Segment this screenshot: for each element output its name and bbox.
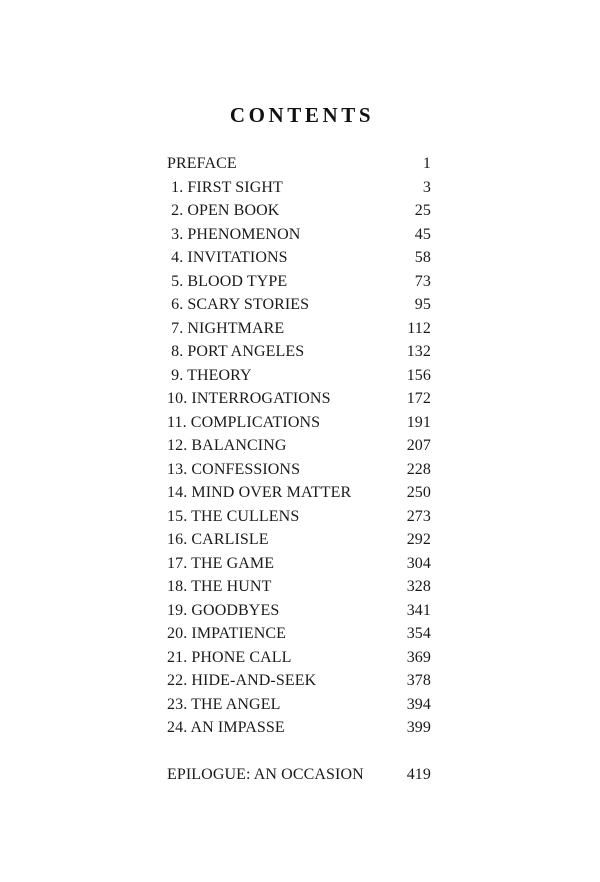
toc-entry <box>167 246 431 270</box>
entry-page: 58 <box>414 249 431 266</box>
toc-entry <box>167 575 431 599</box>
page-title: CONTENTS <box>229 103 375 127</box>
toc-entry <box>167 364 431 388</box>
entry-page: 273 <box>406 507 431 525</box>
entry-title: 21. PHONE CALL <box>167 648 292 666</box>
toc-entry <box>167 622 431 646</box>
entry-page: 45 <box>414 225 431 243</box>
toc-entry <box>167 458 431 482</box>
toc-entry <box>167 763 431 787</box>
entry-title: 22. HIDE-AND-SEEK <box>167 672 317 689</box>
entry-title: 13. CONFESSIONS <box>167 460 301 478</box>
entry-page: 132 <box>406 343 431 360</box>
toc-entry <box>167 223 431 247</box>
entry-page: 228 <box>406 460 431 478</box>
entry-page: 292 <box>406 531 431 548</box>
toc-entry <box>167 387 431 411</box>
toc-entry <box>167 599 431 623</box>
entry-page: 95 <box>414 296 431 313</box>
toc-entry <box>167 340 431 364</box>
entry-title: 17. THE GAME <box>167 554 275 572</box>
entry-title: 7. NIGHTMARE <box>167 319 285 337</box>
toc-entry <box>167 199 431 223</box>
toc-entry <box>167 434 431 458</box>
entry-title: 12. BALANCING <box>167 437 287 454</box>
entry-title: 1. FIRST SIGHT <box>167 178 283 196</box>
entry-title: 8. PORT ANGELES <box>167 343 305 360</box>
toc-entry <box>167 270 431 294</box>
entry-page: 191 <box>406 413 431 431</box>
entry-page: 399 <box>406 719 431 736</box>
entry-page: 378 <box>406 672 431 689</box>
entry-page: 369 <box>406 648 431 666</box>
entry-page: 112 <box>407 319 431 337</box>
toc-entry <box>167 481 431 505</box>
entry-title: 4. INVITATIONS <box>167 249 288 266</box>
entry-page: 207 <box>406 437 431 454</box>
entry-title: 15. THE CULLENS <box>167 507 300 525</box>
entry-page: 73 <box>414 272 431 290</box>
entry-title: 24. AN IMPASSE <box>167 719 285 736</box>
toc-entry <box>167 317 431 341</box>
entry-page: 156 <box>406 366 431 384</box>
table-of-contents <box>167 152 431 740</box>
entry-title: 20. IMPATIENCE <box>167 625 287 642</box>
entry-title: 3. PHENOMENON <box>167 225 301 243</box>
entry-page: 354 <box>406 625 431 642</box>
entry-title: 10. INTERROGATIONS <box>167 390 331 407</box>
entry-title: 6. SCARY STORIES <box>167 296 310 313</box>
epilogue-entry <box>167 763 431 787</box>
entry-title: 14. MIND OVER MATTER <box>167 484 352 501</box>
entry-page: 172 <box>406 390 431 407</box>
entry-page: 250 <box>406 484 431 501</box>
entry-title: EPILOGUE: AN OCCASION <box>167 766 364 783</box>
entry-page: 3 <box>422 178 431 196</box>
toc-entry <box>167 528 431 552</box>
entry-title: 11. COMPLICATIONS <box>167 413 321 431</box>
toc-entry <box>167 505 431 529</box>
entry-page: 304 <box>406 554 431 572</box>
entry-page: 341 <box>406 601 431 619</box>
toc-entry <box>167 646 431 670</box>
entry-title: 18. THE HUNT <box>167 578 272 595</box>
entry-title: PREFACE <box>167 155 237 172</box>
entry-title: 23. THE ANGEL <box>167 695 281 713</box>
entry-title: 5. BLOOD TYPE <box>167 272 288 290</box>
toc-entry <box>167 293 431 317</box>
entry-page: 25 <box>414 202 431 219</box>
entry-page: 1 <box>422 155 431 172</box>
entry-title: 9. THEORY <box>167 366 252 384</box>
entry-page: 419 <box>406 766 431 783</box>
entry-page: 328 <box>406 578 431 595</box>
entry-title: 19. GOODBYES <box>167 601 280 619</box>
toc-entry <box>167 552 431 576</box>
toc-entry <box>167 152 431 176</box>
entry-page: 394 <box>406 695 431 713</box>
toc-entry <box>167 716 431 740</box>
toc-entry <box>167 693 431 717</box>
entry-title: 16. CARLISLE <box>167 531 269 548</box>
toc-entry <box>167 669 431 693</box>
toc-entry <box>167 411 431 435</box>
entry-title: 2. OPEN BOOK <box>167 202 280 219</box>
toc-entry <box>167 176 431 200</box>
